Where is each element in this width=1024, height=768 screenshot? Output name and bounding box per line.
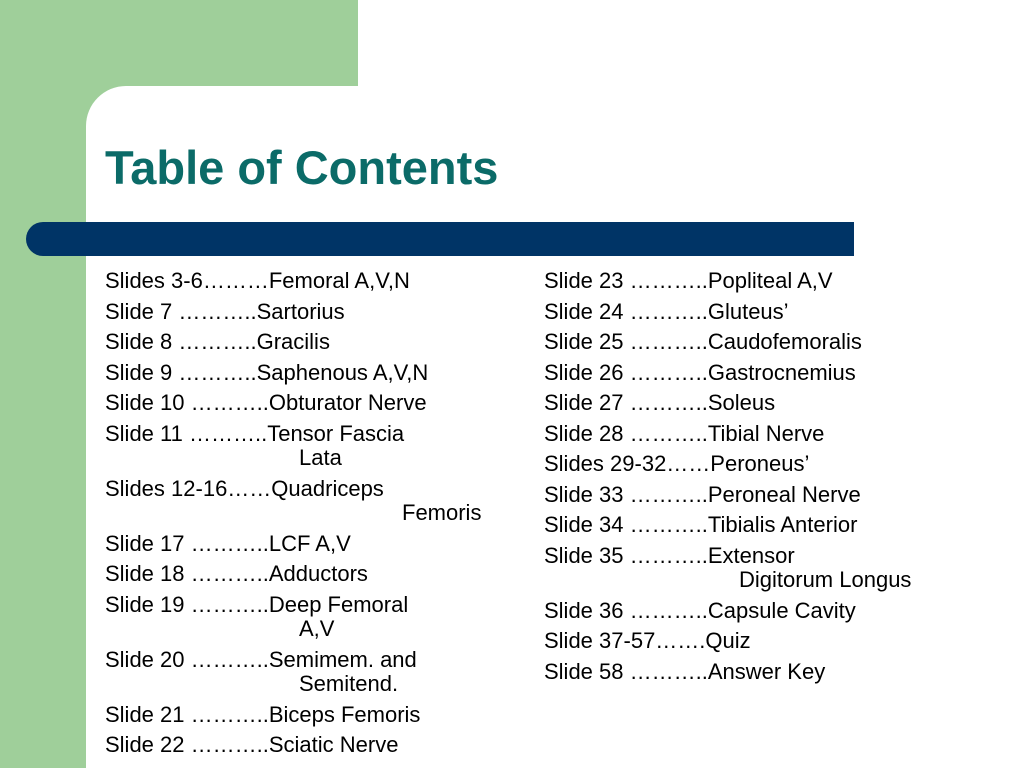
toc-entry: Slide 36 ………..Capsule Cavity [544, 597, 856, 623]
toc-entry: Slide 37-57…….Quiz [544, 628, 751, 653]
toc-entry: Slide 9 ………..Saphenous A,V,N [105, 359, 429, 385]
toc-entry: Slides 3-6………Femoral A,V,N [105, 268, 410, 293]
toc-entry: Slide 8 ………..Gracilis [105, 329, 330, 354]
toc-entry: Slide 26 ………..Gastrocnemius [544, 359, 856, 385]
toc-left-column [105, 266, 525, 761]
toc-entry: Slide 28 ………..Tibial Nerve [544, 420, 825, 446]
toc-entry: Slide 20 ………..Semimem. and [105, 646, 417, 672]
toc-entry-continuation: Digitorum Longus [739, 567, 912, 592]
toc-entry: Slides 29-32……Peroneus’ [544, 451, 810, 476]
toc-entry: Slides 12-16……Quadriceps [105, 475, 384, 501]
slide-title: Table of Contents [105, 141, 499, 194]
toc-entry: Slide 23 ………..Popliteal A,V [544, 268, 833, 293]
toc-entry-continuation: Lata [299, 445, 342, 470]
title-underline-bar [26, 222, 854, 256]
toc-entry: Slide 35 ………..Extensor [544, 542, 795, 568]
toc-entry: Slide 27 ………..Soleus [544, 390, 776, 415]
toc-entry: Slide 18 ………..Adductors [105, 561, 368, 586]
toc-entry: Slide 24 ………..Gluteus’ [544, 298, 789, 324]
toc-right-column [544, 266, 974, 687]
toc-entry-continuation: A,V [299, 616, 335, 641]
toc-entry: Slide 11 ………..Tensor Fascia [105, 420, 405, 446]
toc-entry: Slide 58 ………..Answer Key [544, 658, 826, 684]
toc-entry: Slide 7 ………..Sartorius [105, 298, 345, 324]
toc-entry: Slide 10 ………..Obturator Nerve [105, 390, 427, 415]
toc-entry: Slide 21 ………..Biceps Femoris [105, 701, 421, 727]
toc-entry: Slide 34 ………..Tibialis Anterior [544, 512, 858, 537]
toc-entry: Slide 22 ………..Sciatic Nerve [105, 732, 399, 757]
toc-entry: Slide 19 ………..Deep Femoral [105, 591, 409, 617]
toc-entry: Slide 25 ………..Caudofemoralis [544, 329, 862, 354]
toc-entry-continuation: Femoris [402, 500, 482, 525]
toc-entry-continuation: Semitend. [299, 671, 399, 696]
toc-entry: Slide 17 ………..LCF A,V [105, 530, 351, 556]
toc-entry: Slide 33 ………..Peroneal Nerve [544, 481, 861, 507]
